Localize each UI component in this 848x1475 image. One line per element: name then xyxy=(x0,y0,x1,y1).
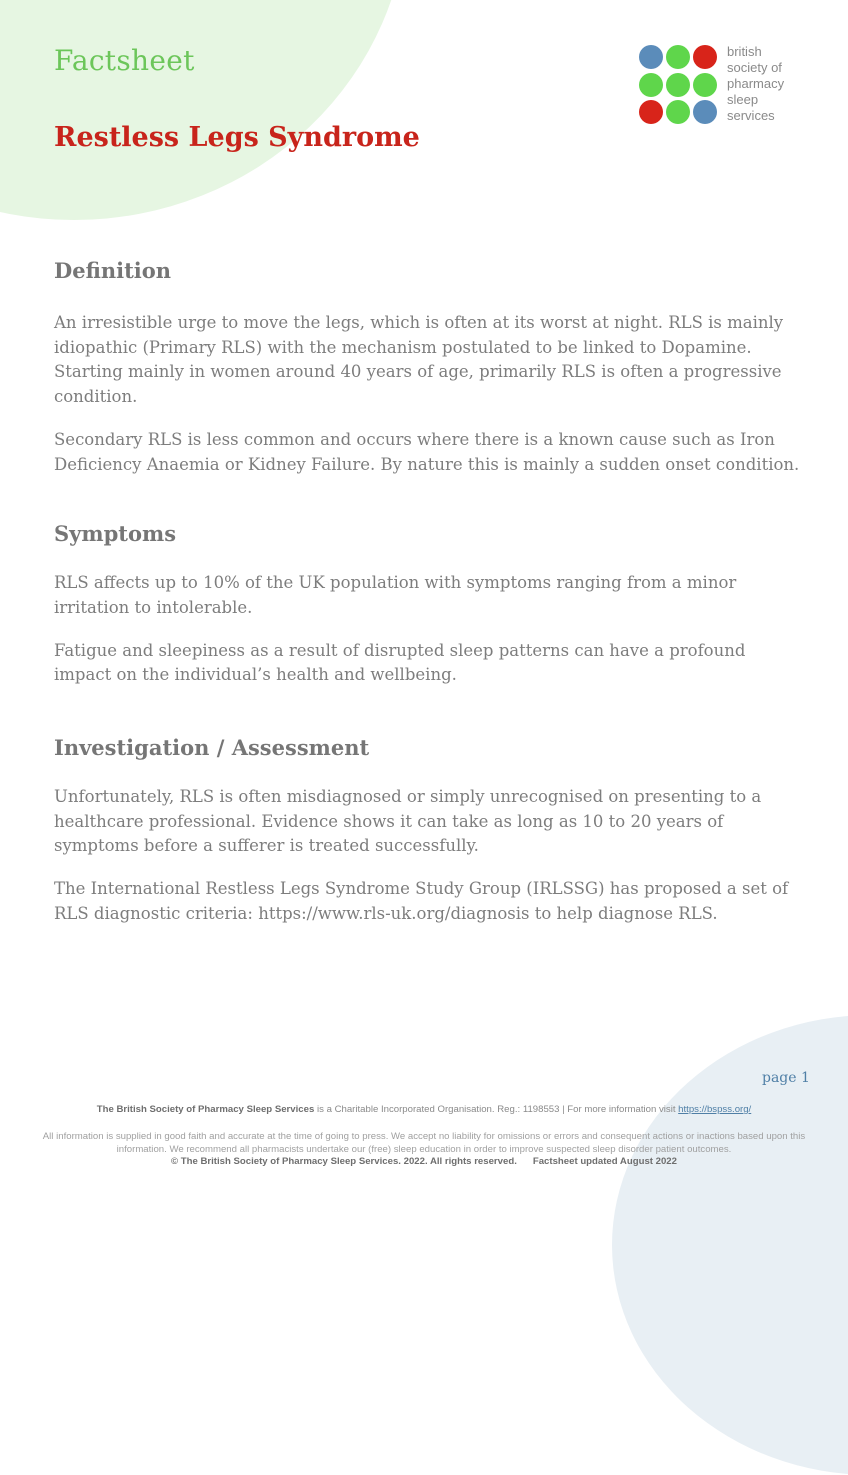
main-content xyxy=(54,258,804,927)
logo-dot xyxy=(639,45,663,69)
doc-type-label: Factsheet xyxy=(54,44,195,77)
logo-dot xyxy=(693,100,717,124)
logo-line: pharmacy xyxy=(727,76,785,91)
footer-website-link[interactable]: https://bspss.org/ xyxy=(678,1104,752,1115)
section-paragraph: The International Restless Legs Syndrome Study Group (IRLSSG) has proposed a set of RLS diagnostic criteria: https://www.rls-uk.org/diagnosis to help diagnose RLS. xyxy=(54,879,789,923)
page-number: page 1 xyxy=(762,1070,810,1086)
logo-dot xyxy=(666,100,690,124)
section-paragraph: Secondary RLS is less common and occurs where there is a known cause such as Iron Deficiency Anaemia or Kidney Failure. By nature this is mainly a sudden onset condition. xyxy=(54,429,800,474)
logo-dot xyxy=(639,73,663,97)
footer-org-desc: is a Charitable Incorporated Organisation. Reg.: 1198553 | For more information visit xyxy=(314,1104,679,1115)
logo-dot xyxy=(666,73,690,97)
decorative-green-circle xyxy=(0,0,408,220)
section-investigation xyxy=(54,735,804,927)
section-heading: Investigation / Assessment xyxy=(54,735,370,761)
section-paragraph: RLS affects up to 10% of the UK population with symptoms ranging from a minor irritation to intolerable. xyxy=(54,573,737,617)
footer-org-name: The British Society of Pharmacy Sleep Services xyxy=(96,1104,315,1115)
logo-line: society of xyxy=(727,60,782,75)
section-paragraph: An irresistible urge to move the legs, which is often at its worst at night. RLS is mainly idiopathic (Primary RLS) with the mechanism postulated to be linked to Dopamine. Starting mainly in women around 40 years of age, primarily RLS is often a progressive condition. xyxy=(54,313,784,407)
logo-line: sleep xyxy=(727,92,759,107)
footer-updated: Factsheet updated August 2022 xyxy=(532,1156,677,1167)
footer-org-line xyxy=(40,1104,808,1115)
section-definition xyxy=(54,258,804,477)
logo-wordmark xyxy=(727,44,784,124)
section-paragraph: Unfortunately, RLS is often misdiagnosed or simply unrecognised on presenting to a healthcare professional. Evidence shows it can take as long as 10 to 20 years of symptoms before a sufferer is treated successfully. xyxy=(54,787,762,856)
logo-dot xyxy=(639,100,663,124)
logo-dot xyxy=(693,45,717,69)
page-title: Restless Legs Syndrome xyxy=(54,122,420,153)
section-paragraph: Fatigue and sleepiness as a result of disrupted sleep patterns can have a profound impact on the individual’s health and wellbeing. xyxy=(54,640,746,685)
footer-copyright: © The British Society of Pharmacy Sleep Services. 2022. All rights reserved. xyxy=(171,1156,517,1167)
logo-dot xyxy=(666,45,690,69)
decorative-blue-circle xyxy=(612,1015,848,1475)
footer xyxy=(40,1104,808,1169)
logo-line: services xyxy=(727,108,775,123)
footer-disclaimer: All information is supplied in good faith and accurate at the time of going to press. We accept no liability for omissions or errors and consequent actions or inactions based upon this information. We recommend all pharmacists undertake our (free) sleep education in order to improve suspected sleep disorder patient outcomes. xyxy=(42,1131,806,1155)
section-heading: Definition xyxy=(54,258,172,283)
section-heading: Symptoms xyxy=(54,521,177,547)
logo-dot xyxy=(693,73,717,97)
logo-line: british xyxy=(727,44,762,59)
footer-copyright-line xyxy=(40,1156,808,1169)
logo-dot-grid xyxy=(639,45,719,125)
section-symptoms xyxy=(54,521,804,688)
bspss-logo xyxy=(639,45,829,125)
